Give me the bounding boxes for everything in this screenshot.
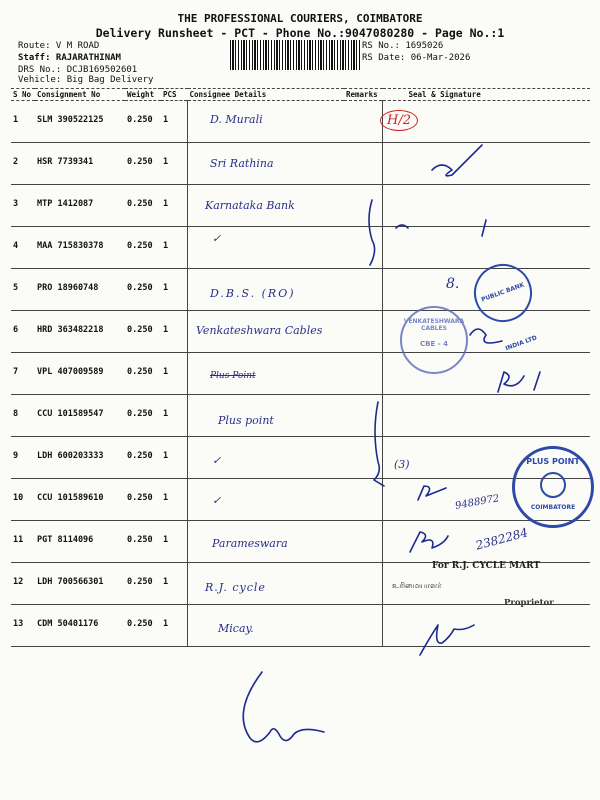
col-seal: Seal & Signature: [383, 89, 591, 101]
cell-consignment: CDM 50401176: [35, 605, 125, 647]
hw-consignee-9: ✓: [212, 454, 222, 467]
cell-weight: 0.250: [125, 101, 161, 143]
cell-pcs: 1: [161, 269, 188, 311]
hw-consignee-1: D. Murali: [210, 113, 263, 126]
cell-sno: 4: [11, 227, 35, 269]
drs-label: DRS No.: DCJB169502601: [18, 65, 138, 75]
vehicle-label: Vehicle: Big Bag Delivery: [18, 75, 154, 85]
cell-sno: 8: [11, 395, 35, 437]
cell-sno: 1: [11, 101, 35, 143]
cell-weight: 0.250: [125, 395, 161, 437]
cell-consignment: MTP 1412087: [35, 185, 125, 227]
cell-pcs: 1: [161, 101, 188, 143]
hw-consignee-11: Parameswara: [212, 537, 288, 550]
cell-consignment: LDH 600203333: [35, 437, 125, 479]
red-mark: H/2: [380, 110, 418, 131]
rj-tamil: உரிமையாளர்: [392, 581, 442, 590]
signature-row3-a: [369, 200, 375, 265]
number-scribble: 2382284: [474, 525, 530, 553]
company-title: THE PROFESSIONAL COURIERS, COIMBATORE: [177, 12, 423, 25]
col-pcs: PCS: [161, 89, 188, 101]
cell-pcs: 1: [161, 185, 188, 227]
hw-consignee-4: ✓: [212, 232, 222, 245]
rj-stamp: For R.J. CYCLE MART: [432, 561, 541, 571]
cell-consignment: MAA 715830378: [35, 227, 125, 269]
cell-weight: 0.250: [125, 353, 161, 395]
signature-row13: [420, 625, 474, 655]
plus-point-city: COIMBATORE: [530, 504, 576, 511]
runsheet-subtitle: Delivery Runsheet - PCT - Phone No.:9047080280 - Page No.:1: [95, 26, 505, 40]
cell-sno: 10: [11, 479, 35, 521]
cell-consignment: CCU 101589610: [35, 479, 125, 521]
cell-pcs: 1: [161, 521, 188, 563]
cell-consignment: HSR 7739341: [35, 143, 125, 185]
cell-pcs: 1: [161, 479, 188, 521]
venkat-stamp-text: VENKATESHWARA CABLES: [403, 318, 465, 332]
venkat-stamp-code: CBE - 4: [420, 340, 448, 348]
hw-consignee-3: Karnataka Bank: [205, 199, 295, 212]
staff-label: Staff: RAJARATHINAM: [18, 53, 121, 63]
cell-weight: 0.250: [125, 605, 161, 647]
cell-pcs: 1: [161, 563, 188, 605]
signature-row3-b: [396, 220, 486, 236]
signature-bracket: [374, 402, 384, 486]
cell-sno: 12: [11, 563, 35, 605]
hw-consignee-13: Micay.: [218, 622, 254, 635]
col-weight: Weight: [125, 89, 161, 101]
cell-consignment: SLM 390522125: [35, 101, 125, 143]
cell-sno: 5: [11, 269, 35, 311]
cell-pcs: 1: [161, 437, 188, 479]
cell-sno: 7: [11, 353, 35, 395]
cell-pcs: 1: [161, 353, 188, 395]
cell-weight: 0.250: [125, 269, 161, 311]
col-consignee: Consignee Details: [188, 89, 345, 101]
rs-date: RS Date: 06-Mar-2026: [362, 53, 471, 63]
cell-consignment: HRD 363482218: [35, 311, 125, 353]
rs-number: RS No.: 1695026: [362, 41, 444, 51]
cell-weight: 0.250: [125, 143, 161, 185]
cell-pcs: 1: [161, 143, 188, 185]
hw-consignee-2: Sri Rathina: [210, 157, 274, 170]
phone-scribble: 9488972: [454, 493, 501, 512]
cell-weight: 0.250: [125, 563, 161, 605]
cell-consignment: LDH 700566301: [35, 563, 125, 605]
signature-row10: [418, 486, 446, 500]
signature-row6: [470, 329, 502, 343]
cell-weight: 0.250: [125, 185, 161, 227]
hw-consignee-12: R.J. cycle: [205, 581, 266, 594]
cell-pcs: 1: [161, 605, 188, 647]
row5-mark: 8.: [446, 276, 460, 292]
cell-sno: 9: [11, 437, 35, 479]
cell-pcs: 1: [161, 227, 188, 269]
cell-sno: 11: [11, 521, 35, 563]
hw-consignee-8: Plus point: [218, 414, 274, 427]
col-sno: S No: [11, 89, 35, 101]
signature-row11: [410, 532, 448, 552]
cell-sno: 6: [11, 311, 35, 353]
hw-consignee-5: D.B.S. (RO): [210, 287, 296, 300]
plus-point-name: PLUS POINT: [526, 457, 580, 466]
cell-weight: 0.250: [125, 521, 161, 563]
cell-pcs: 1: [161, 311, 188, 353]
cell-weight: 0.250: [125, 227, 161, 269]
cell-sno: 2: [11, 143, 35, 185]
cell-weight: 0.250: [125, 311, 161, 353]
signature-row2: [432, 145, 482, 176]
cell-consignment: CCU 101589547: [35, 395, 125, 437]
hw-consignee-10: ✓: [212, 494, 222, 507]
cell-pcs: 1: [161, 395, 188, 437]
bank-stamp-text: PUBLIC BANK INDIA LTD: [480, 281, 539, 353]
row9-mark: (3): [394, 458, 410, 471]
cell-weight: 0.250: [125, 479, 161, 521]
col-remarks: Remarks: [344, 89, 383, 101]
cell-weight: 0.250: [125, 437, 161, 479]
route-label: Route: V M ROAD: [18, 41, 100, 51]
cell-sno: 3: [11, 185, 35, 227]
rj-proprietor: Proprietor: [504, 598, 554, 608]
hw-consignee-6: Venkateshwara Cables: [196, 324, 323, 337]
cell-consignment: PRO 18960748: [35, 269, 125, 311]
col-consignment: Consignment No: [35, 89, 125, 101]
cell-sno: 13: [11, 605, 35, 647]
signature-row7: [498, 372, 540, 392]
cell-consignment: PGT 8114096: [35, 521, 125, 563]
hw-consignee-7: Plus Point: [210, 371, 256, 381]
cell-consignment: VPL 407009589: [35, 353, 125, 395]
signature-bottom: [243, 672, 324, 742]
